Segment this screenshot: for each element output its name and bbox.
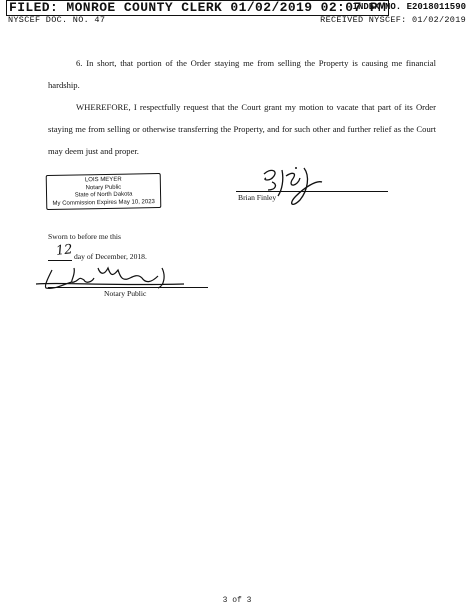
- nyscef-doc-number: NYSCEF DOC. NO. 47: [8, 15, 106, 25]
- notary-signature-line: [48, 287, 208, 288]
- stamp-expiry: My Commission Expires May 10, 2023: [52, 198, 155, 207]
- filed-stamp: FILED: MONROE COUNTY CLERK 01/02/2019 02:07 PM: [6, 0, 389, 16]
- day-suffix: day of December, 2018.: [74, 252, 147, 261]
- day-handwritten: 12: [55, 242, 74, 259]
- notary-stamp: [46, 173, 162, 210]
- notary-public-label: Notary Public: [104, 289, 147, 298]
- stamp-name: LOIS MEYER: [84, 176, 122, 184]
- signer-signature: [252, 160, 332, 210]
- paragraph-6: 6. In short, that portion of the Order staying me from selling the Property is causing me financial hardship.: [48, 58, 436, 90]
- sworn-text: Sworn to before me this: [48, 232, 121, 241]
- signer-name: Brian Finley: [238, 193, 277, 202]
- stamp-state: State of North Dakota: [74, 191, 133, 199]
- stamp-title: Notary Public: [85, 184, 122, 191]
- page-number: 3 of 3: [222, 596, 252, 605]
- received-date: RECEIVED NYSCEF: 01/02/2019: [320, 15, 466, 25]
- index-number: INDEX NO. E2018011590: [352, 2, 466, 12]
- paragraph-wherefore: WHEREFORE, I respectfully request that the Court grant my motion to vacate that part of its Order staying me from selling or otherwise transferring the Property, and for such other and further relief as the Court may deem just and proper.: [48, 102, 436, 156]
- signature-line: [236, 191, 388, 192]
